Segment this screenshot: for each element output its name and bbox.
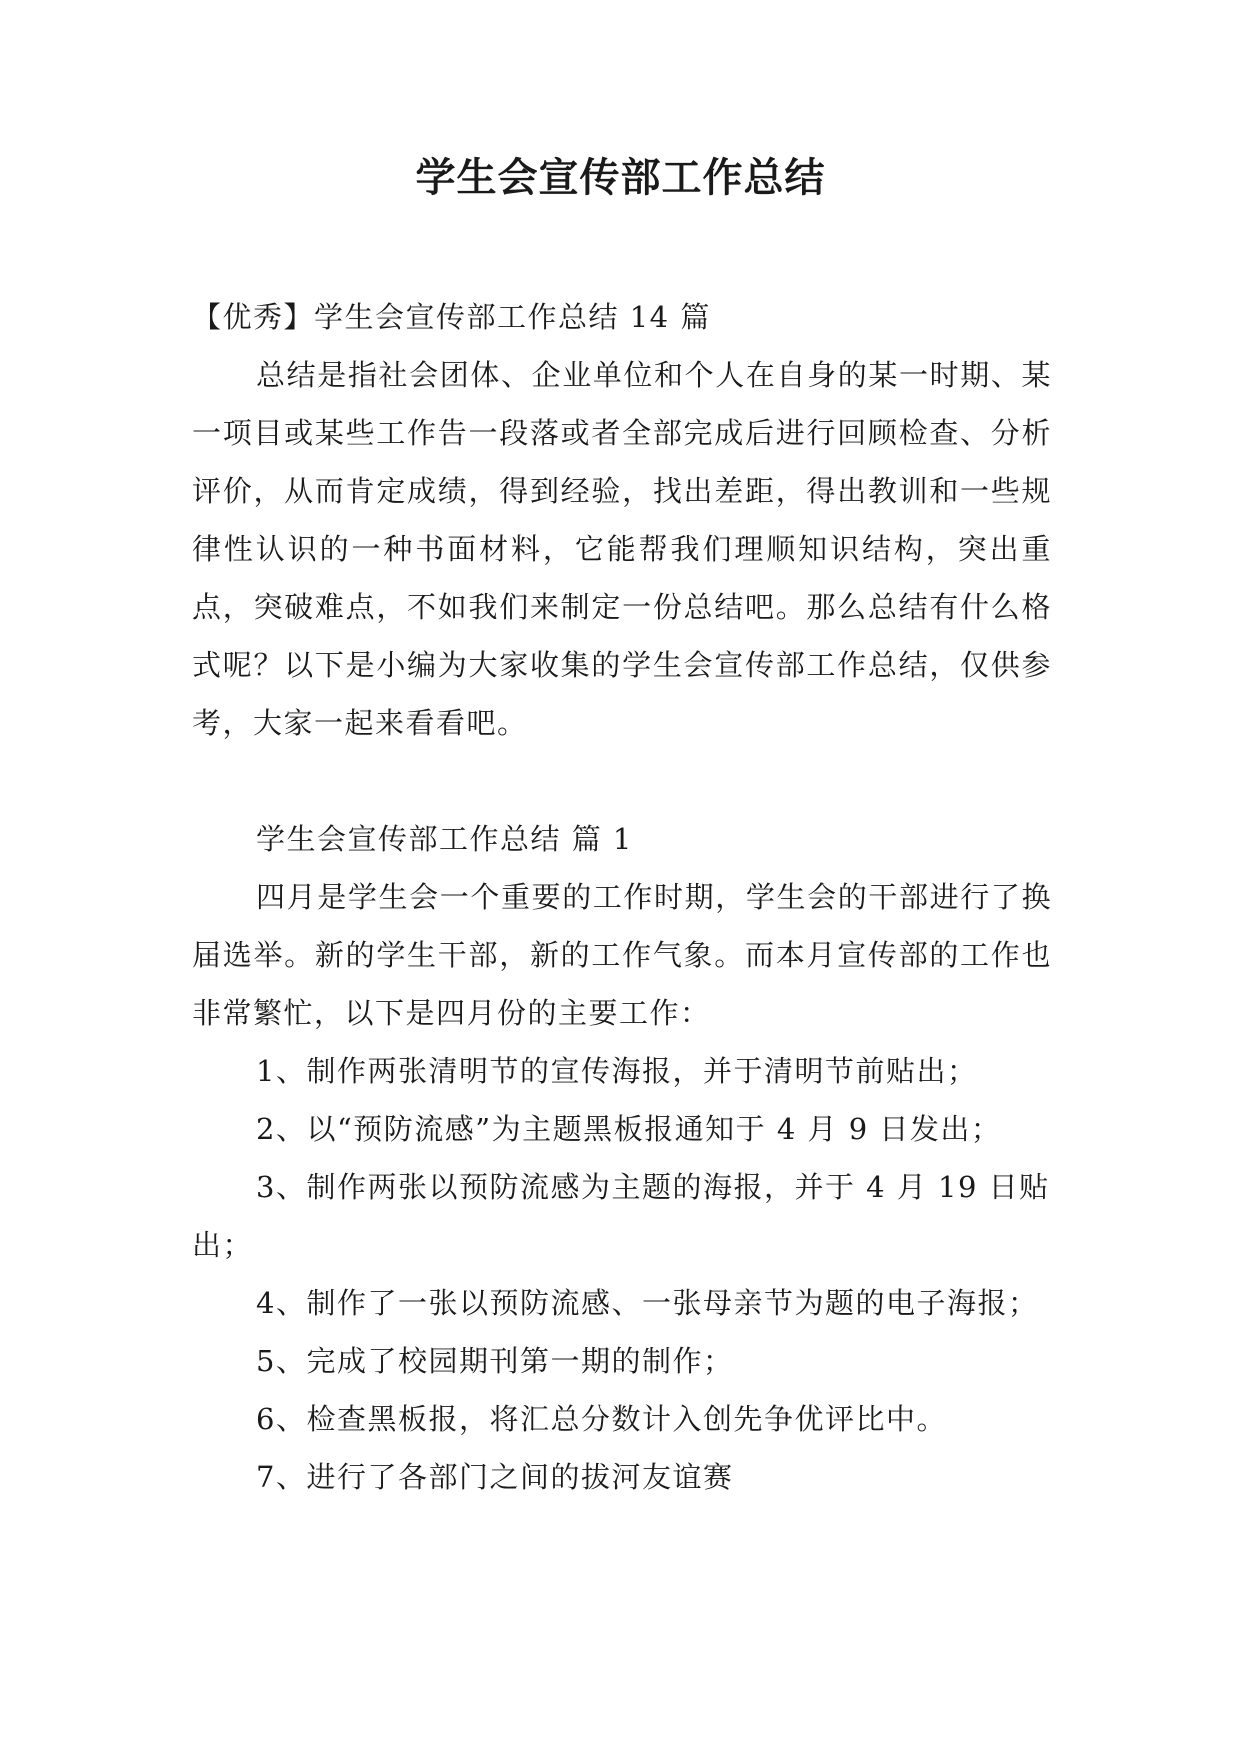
work-item: 3、制作两张以预防流感为主题的海报，并于 4 月 19 日贴出； xyxy=(192,1170,1050,1262)
work-item: 1、制作两张清明节的宣传海报，并于清明节前贴出； xyxy=(256,1054,978,1088)
work-item: 2、以“预防流感”为主题黑板报通知于 4 月 9 日发出； xyxy=(256,1112,1002,1146)
work-item: 4、制作了一张以预防流感、一张母亲节为题的电子海报； xyxy=(256,1286,1039,1320)
work-item: 5、完成了校园期刊第一期的制作； xyxy=(256,1344,734,1378)
section-heading: 学生会宣传部工作总结 篇 1 xyxy=(256,822,633,856)
document-body xyxy=(192,288,1052,1506)
document-title: 学生会宣传部工作总结 xyxy=(415,154,826,201)
paragraph-spacer xyxy=(192,752,1052,810)
work-item: 6、检查黑板报，将汇总分数计入创先争优评比中。 xyxy=(256,1402,947,1436)
document-subtitle: 【优秀】学生会宣传部工作总结 14 篇 xyxy=(192,300,711,334)
section-intro-paragraph: 四月是学生会一个重要的工作时期，学生会的干部进行了换届选举。新的学生干部，新的工作气象。而本月宣传部的工作也非常繁忙，以下是四月份的主要工作： xyxy=(192,880,1052,1030)
intro-paragraph: 总结是指社会团体、企业单位和个人在自身的某一时期、某一项目或某些工作告一段落或者全部完成后进行回顾检查、分析评价，从而肯定成绩，得到经验，找出差距，得出教训和一些规律性认识的一种书面材料，它能帮我们理顺知识结构，突出重点，突破难点，不如我们来制定一份总结吧。那么总结有什么格式呢？以下是小编为大家收集的学生会宣传部工作总结，仅供参考，大家一起来看看吧。 xyxy=(192,358,1052,740)
work-item: 7、进行了各部门之间的拔河友谊赛 xyxy=(256,1460,734,1494)
